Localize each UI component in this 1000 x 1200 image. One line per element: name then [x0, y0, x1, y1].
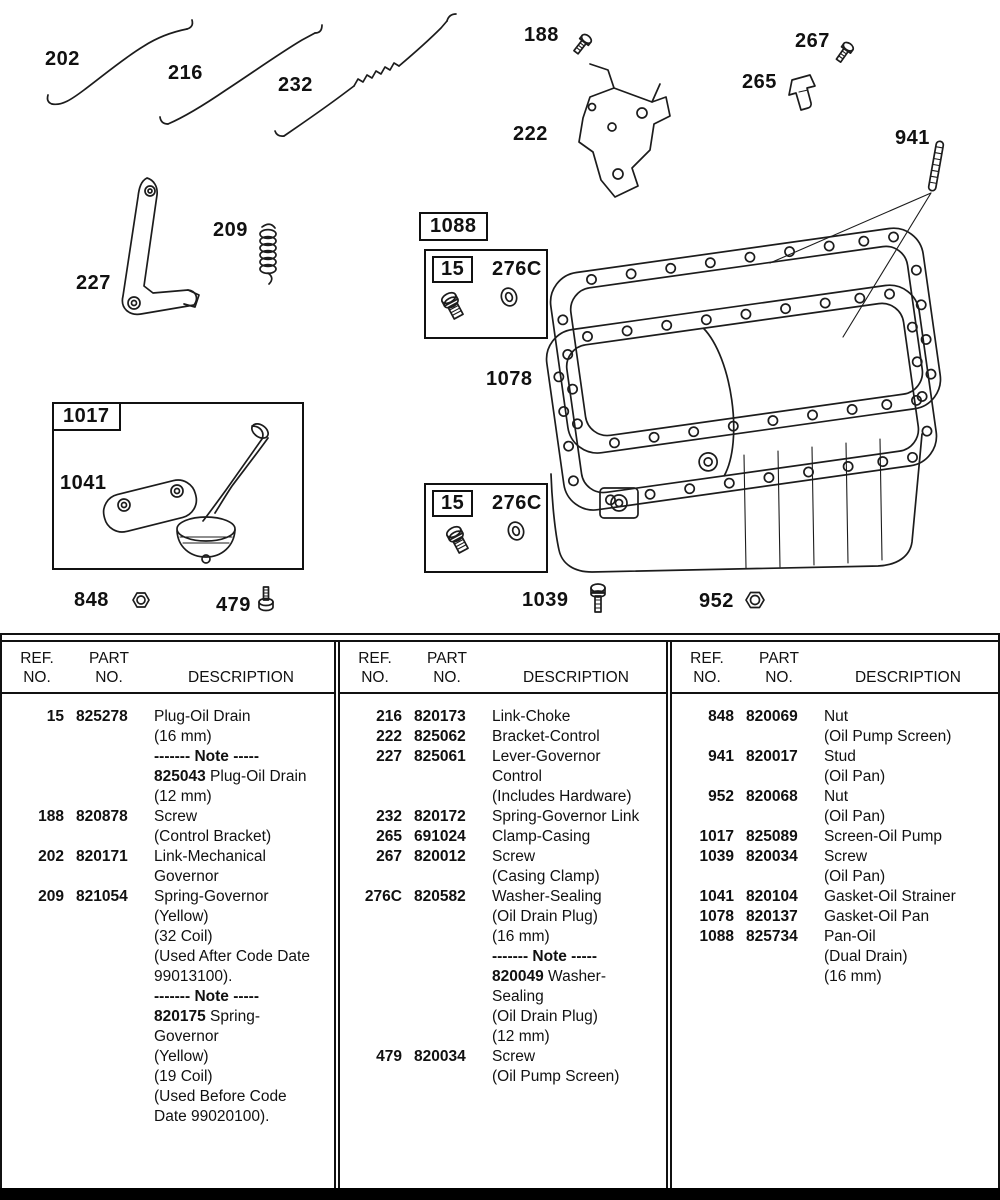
- description: [824, 707, 994, 747]
- part-label-265: 265: [742, 71, 777, 93]
- description-line: Governor: [154, 1028, 219, 1045]
- description-line: (Yellow): [154, 1048, 209, 1065]
- ref-no: 941: [708, 748, 734, 765]
- part-label-267: 267: [795, 30, 830, 52]
- table-body-1: [2, 694, 334, 1127]
- nut-oil-pan-drawing: [746, 593, 764, 608]
- part-no: 825278: [76, 708, 128, 725]
- part-label-479: 479: [216, 594, 251, 616]
- part-label-15: 15: [432, 256, 473, 283]
- description-line: (12 mm): [154, 788, 212, 805]
- description-line: Nut: [823, 788, 849, 805]
- note-line: ------- Note -----: [491, 948, 597, 965]
- part-no: 820068: [745, 788, 798, 805]
- part-no: 820173: [413, 708, 466, 725]
- header-ref-no: REF. NO.: [690, 650, 724, 686]
- screw-oil-pump-screen-drawing: [259, 587, 273, 611]
- description-line: Pan-Oil: [823, 928, 876, 945]
- page-bottom-bar: [0, 1188, 1000, 1200]
- description-line: (Casing Clamp): [491, 868, 600, 885]
- description: [824, 927, 994, 987]
- ref-no: 848: [708, 708, 734, 725]
- description-line: Screw: [154, 808, 198, 825]
- table-body-2: [340, 694, 666, 1087]
- description-line: (Oil Drain Plug): [491, 1008, 598, 1025]
- part-label-232: 232: [278, 74, 313, 96]
- ref-no: 952: [708, 788, 734, 805]
- description-line: Lever-Governor: [491, 748, 601, 765]
- part-row-222: [348, 727, 662, 747]
- description: [154, 847, 330, 887]
- parts-table-column-1: [2, 642, 334, 1188]
- note-part-no: 820049: [491, 968, 549, 985]
- part-label-216: 216: [168, 62, 203, 84]
- description: [154, 707, 330, 807]
- ref-no: 15: [46, 708, 64, 725]
- description-line: (Oil Pump Screen): [823, 728, 952, 745]
- screw-oil-pan-drawing: [591, 584, 605, 612]
- description: [492, 827, 662, 847]
- part-row-267: [348, 847, 662, 887]
- part-row-941: [680, 747, 994, 787]
- note-line: ------- Note -----: [154, 988, 259, 1005]
- part-no: 825089: [745, 828, 798, 845]
- part-label-941: 941: [895, 127, 930, 149]
- part-row-15: [10, 707, 330, 807]
- description-line: 99013100).: [154, 968, 233, 985]
- description-line: Clamp-Casing: [491, 828, 591, 845]
- description: [492, 807, 662, 827]
- header-description: DESCRIPTION: [523, 669, 629, 686]
- ref-no: 188: [38, 808, 64, 825]
- part-row-276C: [348, 887, 662, 1047]
- nut-oil-pump-screen-drawing: [133, 593, 149, 607]
- description-line: Screw: [823, 848, 868, 865]
- description-line: (Used After Code Date: [154, 948, 310, 965]
- part-row-209: [10, 887, 330, 1127]
- header-part-no: PART NO.: [89, 650, 129, 686]
- ref-no: 267: [376, 848, 402, 865]
- note-part-no: 825043: [154, 768, 211, 785]
- ref-no: 227: [376, 748, 402, 765]
- description: [824, 747, 994, 787]
- ref-no: 479: [376, 1048, 402, 1065]
- clamp-casing-drawing: [789, 75, 815, 110]
- table-top-rule: [2, 633, 998, 642]
- part-no: 820172: [413, 808, 466, 825]
- part-no: 820069: [745, 708, 798, 725]
- note-line: ------- Note -----: [154, 748, 259, 765]
- part-row-1088: [680, 927, 994, 987]
- description: [824, 787, 994, 827]
- description-line: Governor: [154, 868, 219, 885]
- description: [154, 807, 330, 847]
- table-header: [672, 642, 998, 694]
- part-label-848: 848: [74, 589, 109, 611]
- ref-no: 1078: [699, 908, 734, 925]
- description-line: (Includes Hardware): [491, 788, 632, 805]
- description-line: (Dual Drain): [823, 948, 908, 965]
- table-body-3: [672, 694, 998, 987]
- description-line: (12 mm): [491, 1028, 550, 1045]
- description-line: Spring-Governor: [154, 888, 269, 905]
- part-label-202: 202: [45, 48, 80, 70]
- description-line: (Oil Pan): [823, 868, 886, 885]
- part-no: 825062: [413, 728, 466, 745]
- description-line: 820049 Washer-: [491, 968, 607, 985]
- description-line: Bracket-Control: [491, 728, 600, 745]
- part-label-952: 952: [699, 590, 734, 612]
- description-line: Screw: [491, 848, 536, 865]
- parts-table-column-3: [666, 642, 998, 1188]
- part-label-276C: 276C: [492, 492, 542, 514]
- description-line: (19 Coil): [154, 1068, 213, 1085]
- part-no: 820012: [413, 848, 466, 865]
- ref-no: 1039: [699, 848, 734, 865]
- description-line: Screw: [491, 1048, 536, 1065]
- ref-no: 232: [376, 808, 402, 825]
- description: [492, 747, 662, 807]
- description-line: Sealing: [491, 988, 544, 1005]
- part-row-188: [10, 807, 330, 847]
- parts-table: [0, 633, 1000, 1188]
- description-line: Date 99020100).: [154, 1108, 270, 1125]
- description: [492, 727, 662, 747]
- part-row-1041: [680, 887, 994, 907]
- part-no: 820034: [745, 848, 798, 865]
- header-description: DESCRIPTION: [188, 669, 294, 686]
- part-label-1078: 1078: [486, 368, 533, 390]
- part-label-1088: 1088: [419, 212, 488, 241]
- part-label-209: 209: [213, 219, 248, 241]
- part-label-222: 222: [513, 123, 548, 145]
- part-no: 820878: [76, 808, 128, 825]
- part-no: 820137: [745, 908, 798, 925]
- screw-casing-clamp-drawing: [834, 41, 855, 64]
- part-label-1041: 1041: [60, 472, 107, 494]
- ref-no: 1088: [699, 928, 734, 945]
- header-ref-no: REF. NO.: [358, 650, 392, 686]
- description-line: Control: [491, 768, 542, 785]
- part-row-227: [348, 747, 662, 807]
- part-label-15: 15: [432, 490, 473, 517]
- description-line: (16 mm): [491, 928, 550, 945]
- frame-drain-plug-lower: [424, 483, 548, 573]
- description-line: Gasket-Oil Pan: [823, 908, 930, 925]
- part-no: 691024: [413, 828, 466, 845]
- part-no: 825734: [745, 928, 798, 945]
- pan-oil-drawing: [543, 281, 941, 572]
- part-row-1017: [680, 827, 994, 847]
- description-line: (16 mm): [823, 968, 882, 985]
- description: [492, 887, 662, 1047]
- description-line: (16 mm): [154, 728, 212, 745]
- description: [824, 847, 994, 887]
- part-no: 821054: [76, 888, 128, 905]
- part-no: 820582: [413, 888, 466, 905]
- description: [824, 907, 994, 927]
- header-ref-no: REF. NO.: [20, 650, 54, 686]
- bracket-control-drawing: [579, 64, 670, 197]
- description-line: (Control Bracket): [154, 828, 272, 845]
- part-row-216: [348, 707, 662, 727]
- description-line: (Oil Drain Plug): [491, 908, 598, 925]
- part-no: 820034: [413, 1048, 466, 1065]
- description-line: Link-Mechanical: [154, 848, 266, 865]
- description: [492, 1047, 662, 1087]
- description-line: Nut: [823, 708, 849, 725]
- part-no: 820017: [745, 748, 798, 765]
- ref-no: 209: [38, 888, 64, 905]
- header-part-no: PART NO.: [427, 650, 467, 686]
- spring-governor-drawing: [260, 224, 276, 284]
- part-no: 820104: [745, 888, 798, 905]
- frame-1017: [52, 402, 304, 570]
- part-row-1039: [680, 847, 994, 887]
- description-line: (Oil Pump Screen): [491, 1068, 620, 1085]
- part-label-227: 227: [76, 272, 111, 294]
- part-row-265: [348, 827, 662, 847]
- part-row-479: [348, 1047, 662, 1087]
- header-description: DESCRIPTION: [854, 669, 961, 686]
- description-line: (Used Before Code: [154, 1088, 287, 1105]
- description-line: Washer-Sealing: [491, 888, 602, 905]
- ref-no: 202: [38, 848, 64, 865]
- description: [824, 827, 994, 847]
- ref-no: 276C: [364, 888, 402, 905]
- lever-governor-control-drawing: [122, 178, 199, 314]
- table-header: [2, 642, 334, 694]
- part-label-188: 188: [524, 24, 559, 46]
- description-line: (32 Coil): [154, 928, 213, 945]
- ref-no: 1041: [699, 888, 734, 905]
- part-row-232: [348, 807, 662, 827]
- gasket-oil-pan-drawing: [547, 224, 945, 457]
- part-label-1039: 1039: [522, 589, 569, 611]
- table-header: [340, 642, 666, 694]
- part-row-952: [680, 787, 994, 827]
- part-row-848: [680, 707, 994, 747]
- frame-drain-plug-upper: [424, 249, 548, 339]
- part-no: 825061: [413, 748, 466, 765]
- header-part-no: PART NO.: [759, 650, 799, 686]
- description-line: Spring-Governor Link: [491, 808, 640, 825]
- ref-no: 216: [376, 708, 402, 725]
- description-line: 820175 Spring-: [154, 1008, 260, 1025]
- description-line: Gasket-Oil Strainer: [823, 888, 956, 905]
- part-label-276C: 276C: [492, 258, 542, 280]
- screw-control-bracket-drawing: [572, 33, 593, 56]
- part-label-1017: 1017: [52, 402, 121, 431]
- description-line: Screen-Oil Pump: [823, 828, 942, 845]
- description-line: (Oil Pan): [823, 808, 886, 825]
- description-line: (Yellow): [154, 908, 209, 925]
- description-line: Link-Choke: [491, 708, 571, 725]
- ref-no: 222: [376, 728, 402, 745]
- parts-table-column-2: [334, 642, 666, 1188]
- ref-no: 1017: [699, 828, 734, 845]
- note-part-no: 820175: [154, 1008, 211, 1025]
- description-line: Plug-Oil Drain: [154, 708, 251, 725]
- ref-no: 265: [376, 828, 402, 845]
- description-line: Stud: [823, 748, 856, 765]
- description: [492, 707, 662, 727]
- description-line: (Oil Pan): [823, 768, 886, 785]
- part-row-202: [10, 847, 330, 887]
- part-no: 820171: [76, 848, 128, 865]
- description-line: 825043 Plug-Oil Drain: [154, 768, 307, 785]
- description: [492, 847, 662, 887]
- description: [154, 887, 330, 1127]
- part-row-1078: [680, 907, 994, 927]
- description: [824, 887, 994, 907]
